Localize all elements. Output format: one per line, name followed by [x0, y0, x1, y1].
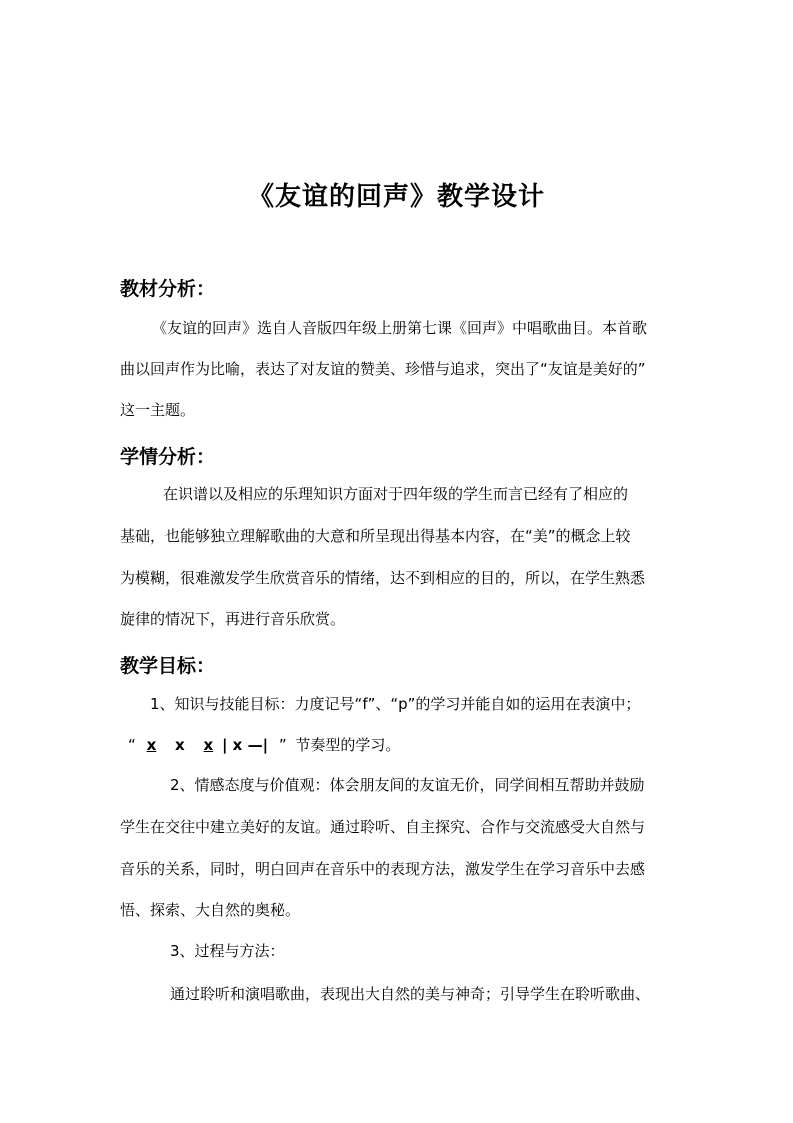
paragraph-line: 曲以回声作为比喻，表达了对友谊的赞美、珍惜与追求，突出了“友谊是美好的”	[120, 360, 646, 378]
section-heading-textbook-analysis: 教材分析：	[120, 278, 216, 300]
goal-2-line: 2、情感态度与价值观：体会朋友间的友谊无价，同学间相互帮助并鼓励	[170, 776, 645, 794]
rhythm-close-quote: ”	[278, 736, 287, 754]
paragraph-line: 基础，也能够独立理解歌曲的大意和所呈现出得基本内容，在“美”的概念上较	[120, 527, 631, 545]
section-heading-student-analysis: 学情分析：	[120, 446, 216, 468]
rhythm-note-3: x	[203, 736, 214, 754]
paragraph-line: 音乐的关系，同时，明白回声在音乐中的表现方法，激发学生在学习音乐中去感	[120, 860, 646, 878]
section-heading-teaching-goals: 教学目标：	[120, 655, 216, 677]
goal-3-heading: 3、过程与方法：	[170, 942, 285, 960]
rhythm-bar-rest: | x —|	[221, 736, 269, 754]
rhythm-line	[128, 735, 400, 755]
paragraph-line: 学生在交往中建立美好的友谊。通过聆听、自主探究、合作与交流感受大自然与	[120, 818, 646, 836]
goal-1-line: 1、知识与技能目标：力度记号“f”、“p”的学习并能自如的运用在表演中；	[150, 695, 641, 713]
rhythm-note-2: x	[175, 736, 185, 754]
paragraph-line: 在识谱以及相应的乐理知识方面对于四年级的学生而言已经有了相应的	[163, 485, 629, 503]
rhythm-open-quote: “	[128, 736, 136, 754]
paragraph-line: 为模糊，很难激发学生欣赏音乐的情绪，达不到相应的目的，所以，在学生熟悉	[120, 569, 646, 587]
rhythm-suffix: 节奏型的学习。	[295, 736, 401, 754]
paragraph-line: 《友谊的回声》选自人音版四年级上册第七课《回声》中唱歌曲目。本首歌	[152, 319, 648, 337]
paragraph-line: 旋律的情况下，再进行音乐欣赏。	[120, 610, 346, 628]
paragraph-line: 这一主题。	[120, 401, 196, 419]
rhythm-note-1: x	[146, 736, 157, 754]
goal-3-line: 通过聆听和演唱歌曲，表现出大自然的美与神奇；引导学生在聆听歌曲、	[170, 985, 651, 1003]
document-title: 《友谊的回声》教学设计	[247, 182, 545, 212]
paragraph-line: 悟、探索、大自然的奥秘。	[120, 901, 301, 919]
